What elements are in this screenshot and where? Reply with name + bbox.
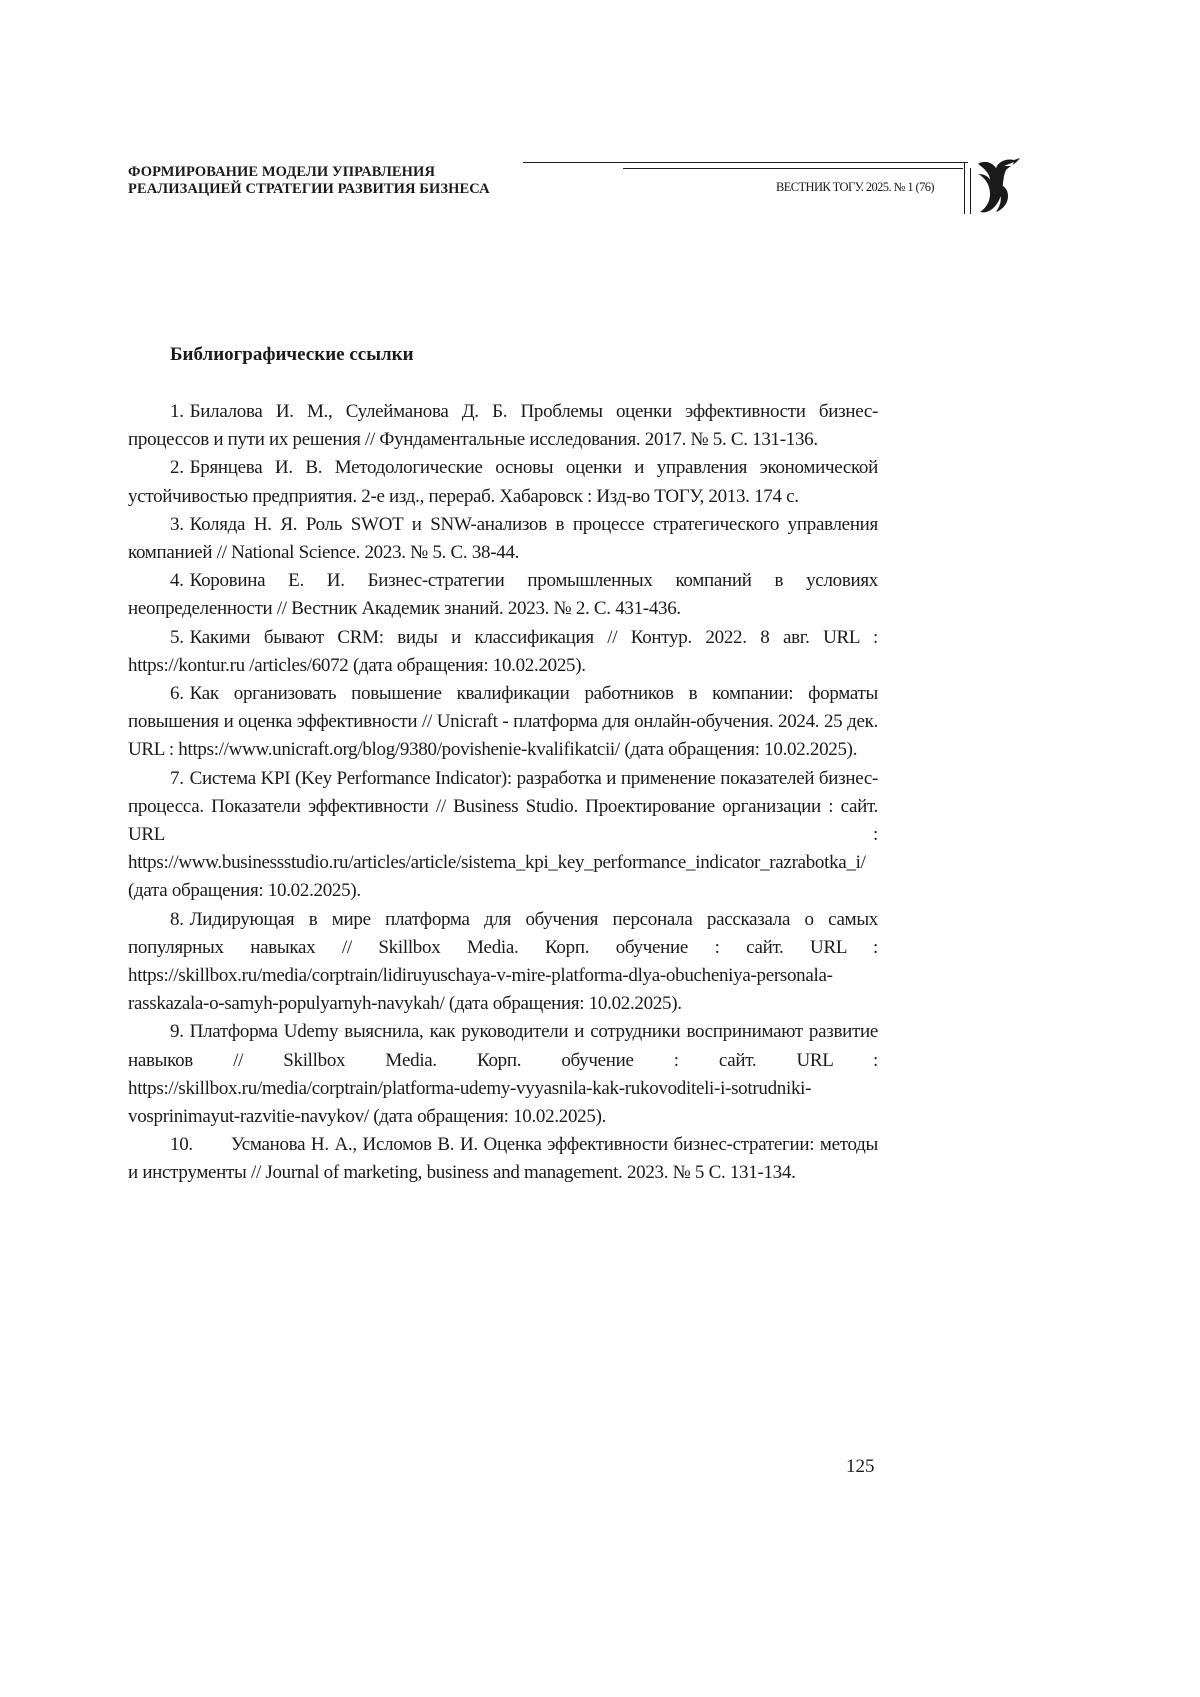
reference-item <box>128 765 878 906</box>
reference-list <box>128 398 878 1188</box>
bibliography-section <box>128 342 878 1188</box>
running-title <box>128 164 490 198</box>
reference-text: Платформа Udemy выяснила, как руководители и сотрудники воспринимают развитие навыков // Skillbox Media. Корп. обучение : сайт. URL : https://skillbox.ru/media/corptrain/platforma-udemy-vyyasnila-kak-rukovoditeli-i-sotrudniki-vosprinimayut-razvitie-navykov/ (дата обращения: 10.02.2025). <box>128 1021 878 1128</box>
reference-text: Коровина Е. И. Бизнес-стратегии промышленных компаний в условиях неопределенности // Вестник Академик знаний. 2023. № 2. С. 431-436. <box>128 570 878 620</box>
reference-number: 8. <box>170 908 184 930</box>
reference-number: 7. <box>170 767 184 789</box>
reference-item <box>128 1131 878 1187</box>
header-rule-top <box>523 162 968 163</box>
reference-text: Брянцева И. В. Методологические основы оценки и управления экономической устойчивостью предприятия. 2-е изд., перераб. Хабаровск : Изд-во ТОГУ, 2013. 174 с. <box>128 457 878 507</box>
reference-text: Какими бывают CRM: виды и классификация // Контур. 2022. 8 авг. URL : https://kontur.ru /articles/6072 (дата обращения: 10.02.2025). <box>128 626 878 676</box>
header-rule-vertical-1 <box>964 162 965 214</box>
running-title-line-2: РЕАЛИЗАЦИЕЙ СТРАТЕГИИ РАЗВИТИЯ БИЗНЕСА <box>128 181 490 197</box>
reference-item <box>128 680 878 765</box>
section-heading: Библиографические ссылки <box>170 344 414 365</box>
reference-text: Система KPI (Key Performance Indicator): разработка и применение показателей бизнес-процесса. Показатели эффективности // Business Studio. Проектирование организации : сайт. URL : https://www.businessstudio.ru/articles/article/sistema_kpi_key_performance_indicator_razrabotka_i/ (дата обращения: 10.02.2025). <box>128 767 878 902</box>
reference-item <box>128 906 878 1019</box>
reference-text: Лидирующая в мире платформа для обучения персонала рассказала о самых популярных навыках // Skillbox Media. Корп. обучение : сайт. URL : https://skillbox.ru/media/corptrain/lidiruyuschaya-v-mire-platforma-dlya-obucheniya-personala-rasskazala-o-samyh-populyarnyh-navykah/ (дата обращения: 10.02.2025). <box>128 908 878 1015</box>
reference-number: 9. <box>170 1021 184 1043</box>
reference-number: 5. <box>170 626 184 648</box>
header-rule-middle <box>623 168 963 169</box>
reference-item <box>128 624 878 680</box>
running-header <box>128 158 934 218</box>
reference-text: Билалова И. М., Сулейманова Д. Б. Проблемы оценки эффективности бизнес-процессов и пути их решения // Фундаментальные исследования. 2017. № 5. С. 131-136. <box>128 401 878 451</box>
page-number: 125 <box>846 1456 875 1477</box>
reference-number: 10. <box>170 1134 193 1156</box>
reference-text: Усманова Н. А., Исломов В. И. Оценка эффективности бизнес-стратегии: методы и инструменты // Journal of marketing, business and management. 2023. № 5 С. 131-134. <box>128 1134 878 1184</box>
journal-logo-icon <box>974 158 1022 216</box>
reference-number: 6. <box>170 683 184 705</box>
reference-text: Как организовать повышение квалификации работников в компании: форматы повышения и оценка эффективности // Unicraft - платформа для онлайн-обучения. 2024. 25 дек. URL : https://www.unicraft.org/blog/9380/povishenie-kvalifikatcii/ (дата обращения: 10.02.2025). <box>128 683 878 761</box>
reference-number: 1. <box>170 401 184 422</box>
running-title-line-1: ФОРМИРОВАНИЕ МОДЕЛИ УПРАВЛЕНИЯ <box>128 164 436 180</box>
header-rule-vertical-2 <box>970 168 971 214</box>
journal-issue: ВЕСТНИК ТОГУ. 2025. № 1 (76) <box>776 180 934 194</box>
reference-item <box>128 398 878 454</box>
reference-text: Коляда Н. Я. Роль SWOT и SNW-анализов в процессе стратегического управления компанией // National Science. 2023. № 5. С. 38-44. <box>128 513 878 564</box>
reference-number: 2. <box>170 457 184 479</box>
reference-item <box>128 454 878 510</box>
reference-number: 3. <box>170 513 184 535</box>
reference-number: 4. <box>170 570 184 592</box>
reference-item <box>128 511 878 567</box>
reference-item <box>128 1018 878 1131</box>
reference-item <box>128 567 878 623</box>
